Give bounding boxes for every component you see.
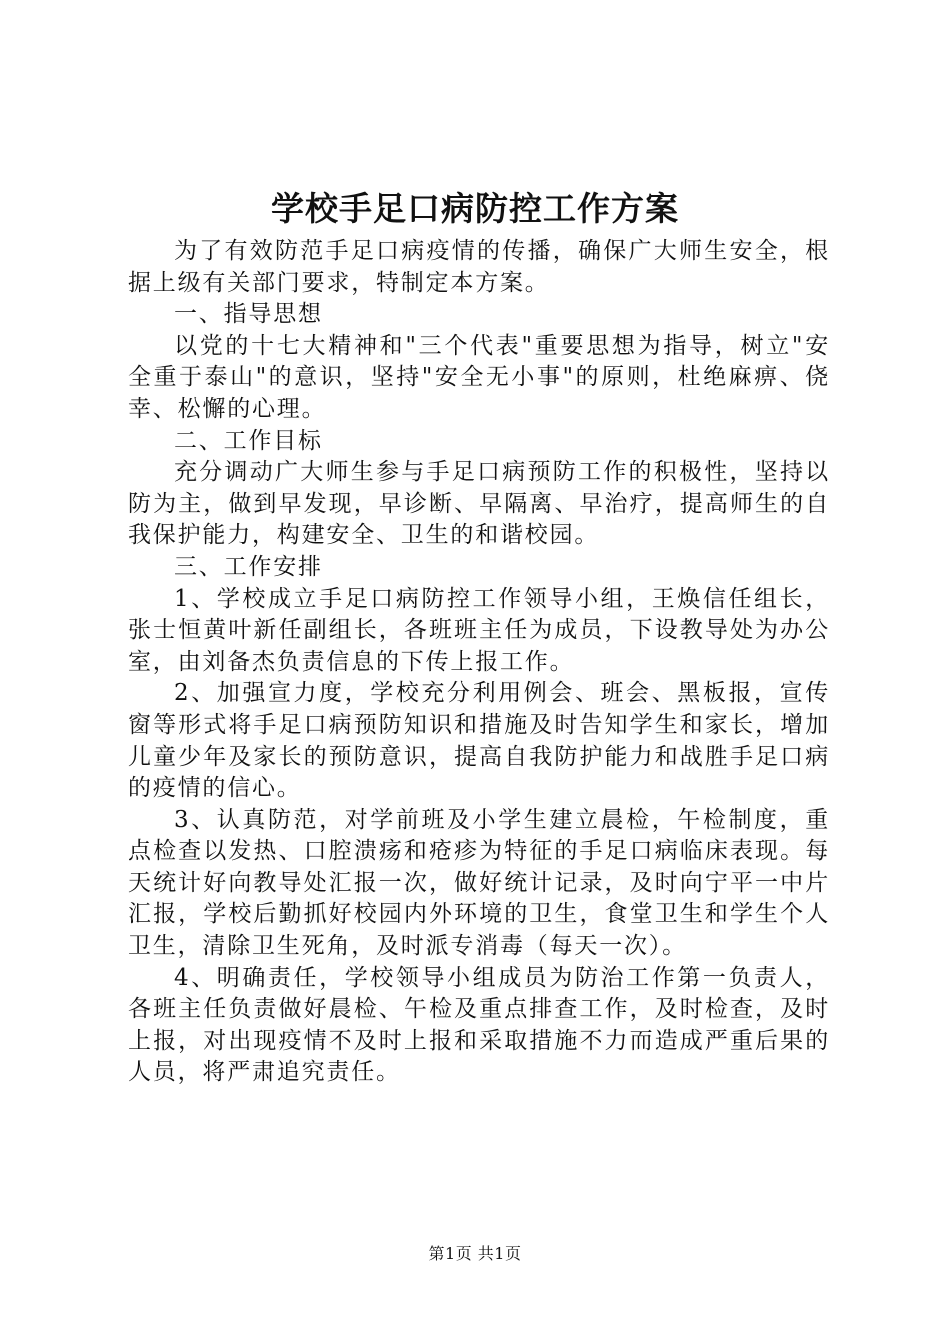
arrangement-item-3: 3、认真防范，对学前班及小学生建立晨检，午检制度，重点检查以发热、口腔溃疡和疮疹为特征的手足口病临床表现。每天统计好向教导处汇报一次，做好统计记录，及时向宁平一中片汇报，学校后勤抓好校园内外环境的卫生，食堂卫生和学生个人卫生，清除卫生死角，及时派专消毒（每天一次）。: [128, 806, 830, 960]
arrangement-item-2: 2、加强宣力度，学校充分利用例会、班会、黑板报，宣传窗等形式将手足口病预防知识和措施及时告知学生和家长，增加儿童少年及家长的预防意识，提高自我防护能力和战胜手足口病的疫情的信心。: [128, 680, 830, 802]
intro-paragraph: 为了有效防范手足口病疫情的传播，确保广大师生安全，根据上级有关部门要求，特制定本方案。: [128, 238, 830, 296]
document-body: [128, 236, 830, 1089]
section-heading-work-goals: 二、工作目标: [174, 427, 323, 454]
document-title: 学校手足口病防控工作方案: [271, 189, 679, 228]
guiding-ideology-paragraph: 以党的十七大精神和"三个代表"重要思想为指导，树立"安全重于泰山"的意识，坚持"安全无小事"的原则，杜绝麻痹、侥幸、松懈的心理。: [128, 332, 830, 422]
arrangement-item-4: 4、明确责任，学校领导小组成员为防治工作第一负责人，各班主任负责做好晨检、午检及重点排查工作，及时检查，及时上报，对出现疫情不及时上报和采取措施不力而造成严重后果的人员，将严肃追究责任。: [128, 964, 830, 1086]
page-number-footer: 第1页 共1页: [428, 1244, 522, 1263]
arrangement-item-1: 1、学校成立手足口病防控工作领导小组，王焕信任组长，张士恒黄叶新任副组长，各班班主任为成员，下设教导处为办公室，由刘备杰负责信息的下传上报工作。: [128, 585, 830, 675]
section-heading-work-arrangement: 三、工作安排: [174, 553, 323, 580]
section-heading-guiding-ideology: 一、指导思想: [174, 301, 323, 328]
work-goals-paragraph: 充分调动广大师生参与手足口病预防工作的积极性，坚持以防为主，做到早发现，早诊断、早隔离、早治疗，提高师生的自我保护能力，构建安全、卫生的和谐校园。: [128, 459, 830, 549]
